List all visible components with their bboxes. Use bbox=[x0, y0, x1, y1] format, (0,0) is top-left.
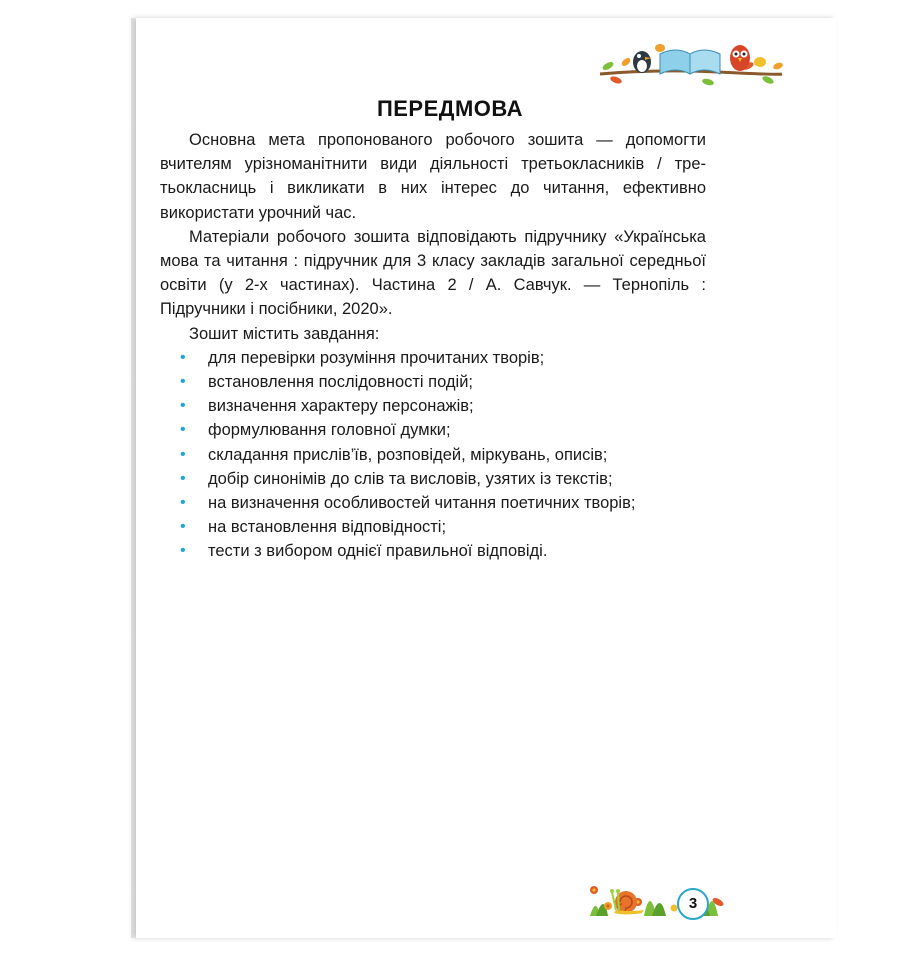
list-item bbox=[160, 443, 706, 467]
bullet-icon: • bbox=[180, 445, 186, 463]
list-item bbox=[160, 370, 706, 394]
list-item-text: формулювання головної думки; bbox=[208, 421, 451, 440]
bullet-icon: • bbox=[180, 373, 186, 391]
branch-birds-book-illustration bbox=[598, 36, 784, 86]
list-item-text: на встановлення відповідності; bbox=[208, 518, 447, 537]
list-item-text: на визначення особливостей читання поетичних творів; bbox=[208, 494, 636, 513]
preface-paragraph-1: Основна мета пропонованого робочого зошита — допомогти вчителям урізноманітнити види діяльності третьокласників / третьокласниць і викликати в них інтерес до читання, ефективно використати урочний час. bbox=[160, 131, 706, 222]
page-number: 3 bbox=[677, 888, 709, 920]
tasks-intro: Зошит містить завдання: bbox=[189, 324, 380, 343]
list-item-text: визначення характеру персонажів; bbox=[208, 397, 474, 416]
list-item bbox=[160, 515, 706, 539]
preface-paragraph-2: Матеріали робочого зошита відповідають підручнику «Українська мова та читання : підручник для 3 класу закладів загальної середньої освіти (у 2-х частинах). Частина 2 / А. Савчук. — Тернопіль : Підручники і посібники, 2020». bbox=[160, 227, 706, 319]
bullet-icon: • bbox=[180, 469, 186, 487]
bullet-icon: • bbox=[180, 421, 186, 439]
bullet-icon: • bbox=[180, 518, 186, 536]
list-item-text: добір синонімів до слів та висловів, узятих із текстів; bbox=[208, 469, 613, 488]
task-list bbox=[160, 346, 706, 564]
bullet-icon: • bbox=[180, 397, 186, 415]
list-item bbox=[160, 467, 706, 491]
bullet-icon: • bbox=[180, 494, 186, 512]
list-item-text: для перевірки розуміння прочитаних творів; bbox=[208, 348, 545, 367]
list-item-text: тести з вибором однієї правильної відповіді. bbox=[208, 542, 548, 561]
list-item bbox=[160, 539, 706, 563]
page-title: ПЕРЕДМОВА bbox=[376, 96, 524, 121]
list-item bbox=[160, 491, 706, 515]
bullet-icon: • bbox=[180, 542, 186, 560]
preface-content bbox=[160, 128, 706, 564]
list-item bbox=[160, 418, 706, 442]
list-item-text: складання прислів’їв, розповідей, міркувань, описів; bbox=[208, 445, 608, 464]
list-item bbox=[160, 346, 706, 370]
bullet-icon: • bbox=[180, 348, 186, 366]
list-item bbox=[160, 394, 706, 418]
list-item-text: встановлення послідовності подій; bbox=[208, 373, 474, 392]
